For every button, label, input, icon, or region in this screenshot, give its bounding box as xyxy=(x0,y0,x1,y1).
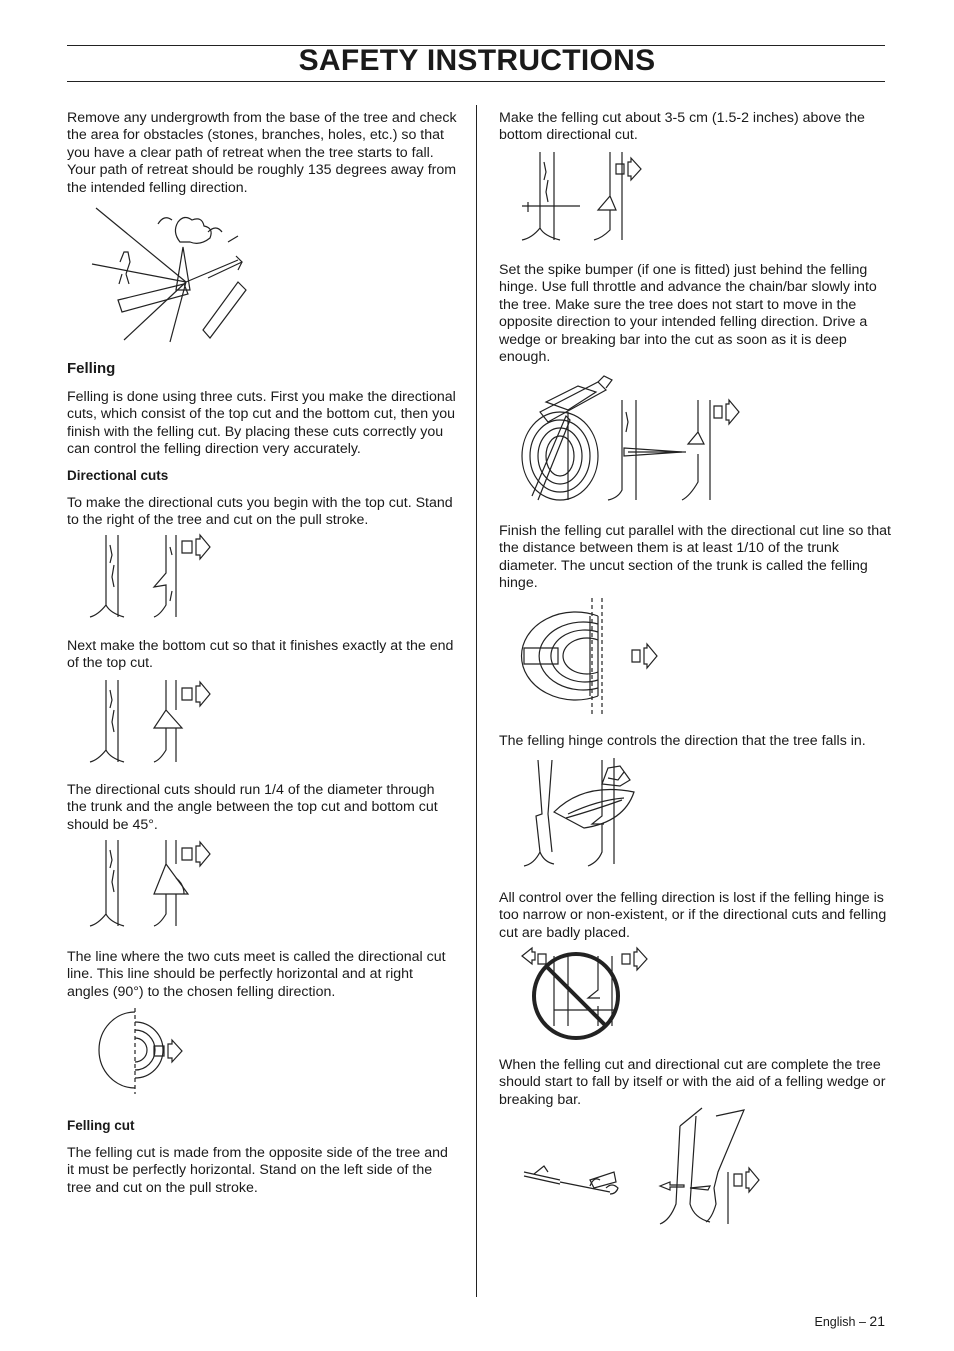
felling-hinge-paragraph: Finish the felling cut parallel with the directional cut line so that the distance between them is at least 1/10 of the trunk diameter. The uncut section of the trunk is called the felling hinge. xyxy=(499,523,891,592)
hinge-direction-illustration xyxy=(518,756,658,872)
cut-angle-illustration xyxy=(88,840,218,930)
top-cut-illustration xyxy=(88,535,208,621)
tree-fall-paragraph: When the felling cut and directional cut are complete the tree should start to fall by itself or with the aid of a felling wedge or breaking bar. xyxy=(499,1057,886,1108)
chainsaw-felling-illustration xyxy=(518,372,748,504)
column-divider xyxy=(476,105,477,1297)
footer-dash: – xyxy=(858,1315,870,1329)
no-control-illustration xyxy=(518,946,648,1042)
felling-heading: Felling xyxy=(67,360,116,377)
directional-line-illustration xyxy=(88,1008,188,1094)
diameter-angle-paragraph: The directional cuts should run 1/4 of the diameter through the trunk and the angle between the top cut and bottom cut should be 45°. xyxy=(67,782,438,833)
directional-cuts-heading: Directional cuts xyxy=(67,468,169,483)
retreat-path-illustration xyxy=(88,202,258,344)
felling-paragraph: Felling is done using three cuts. First you make the directional cuts, which consist of the top cut and the bottom cut, then you finish with the felling cut. By placing these cuts correctly you can control the felling direction very accurately. xyxy=(67,389,456,458)
wedge-tools-illustration xyxy=(520,1112,780,1236)
page-title: SAFETY INSTRUCTIONS xyxy=(298,44,656,77)
felling-cut-heading: Felling cut xyxy=(67,1118,135,1133)
directional-line-paragraph: The line where the two cuts meet is called the directional cut line. This line should be perfectly horizontal and at right angles (90°) to the chosen felling direction. xyxy=(67,949,446,1000)
retreat-path-paragraph: Remove any undergrowth from the base of the tree and check the area for obstacles (stones, branches, holes, etc.) so that you have a clear path of retreat when the tree starts to fall. Your path of retreat should be roughly 135 degrees away from the intended felling direction. xyxy=(67,110,457,196)
page-footer xyxy=(815,1313,886,1329)
bottom-cut-illustration xyxy=(88,680,208,766)
spike-bumper-paragraph: Set the spike bumper (if one is fitted) just behind the felling hinge. Use full throttle and advance the chain/bar slowly into the tree. Make sure the tree does not start to move in the opposite direction to your intended felling direction. Drive a wedge or breaking bar into the cut as soon as it is deep enough. xyxy=(499,262,877,366)
felling-cut-paragraph: The felling cut is made from the opposite side of the tree and it must be perfectly horizontal. Stand on the left side of the tree and cut on the pull stroke. xyxy=(67,1145,448,1196)
felling-hinge-illustration xyxy=(520,598,680,716)
page-number: 21 xyxy=(869,1313,885,1329)
felling-cut-height-paragraph: Make the felling cut about 3-5 cm (1.5-2 inches) above the bottom directional cut. xyxy=(499,110,865,144)
footer-language: English xyxy=(814,1315,856,1329)
top-cut-paragraph: To make the directional cuts you begin with the top cut. Stand to the right of the tree and cut on the pull stroke. xyxy=(67,495,453,529)
control-lost-paragraph: All control over the felling direction is lost if the felling hinge is too narrow or non-existent, or if the directional cuts and felling cut are badly placed. xyxy=(499,890,887,941)
header-bottom-rule xyxy=(67,81,885,82)
bottom-cut-paragraph: Next make the bottom cut so that it finishes exactly at the end of the top cut. xyxy=(67,638,454,672)
hinge-direction-paragraph: The felling hinge controls the direction that the tree falls in. xyxy=(499,733,866,749)
felling-cut-height-illustration xyxy=(518,150,648,244)
